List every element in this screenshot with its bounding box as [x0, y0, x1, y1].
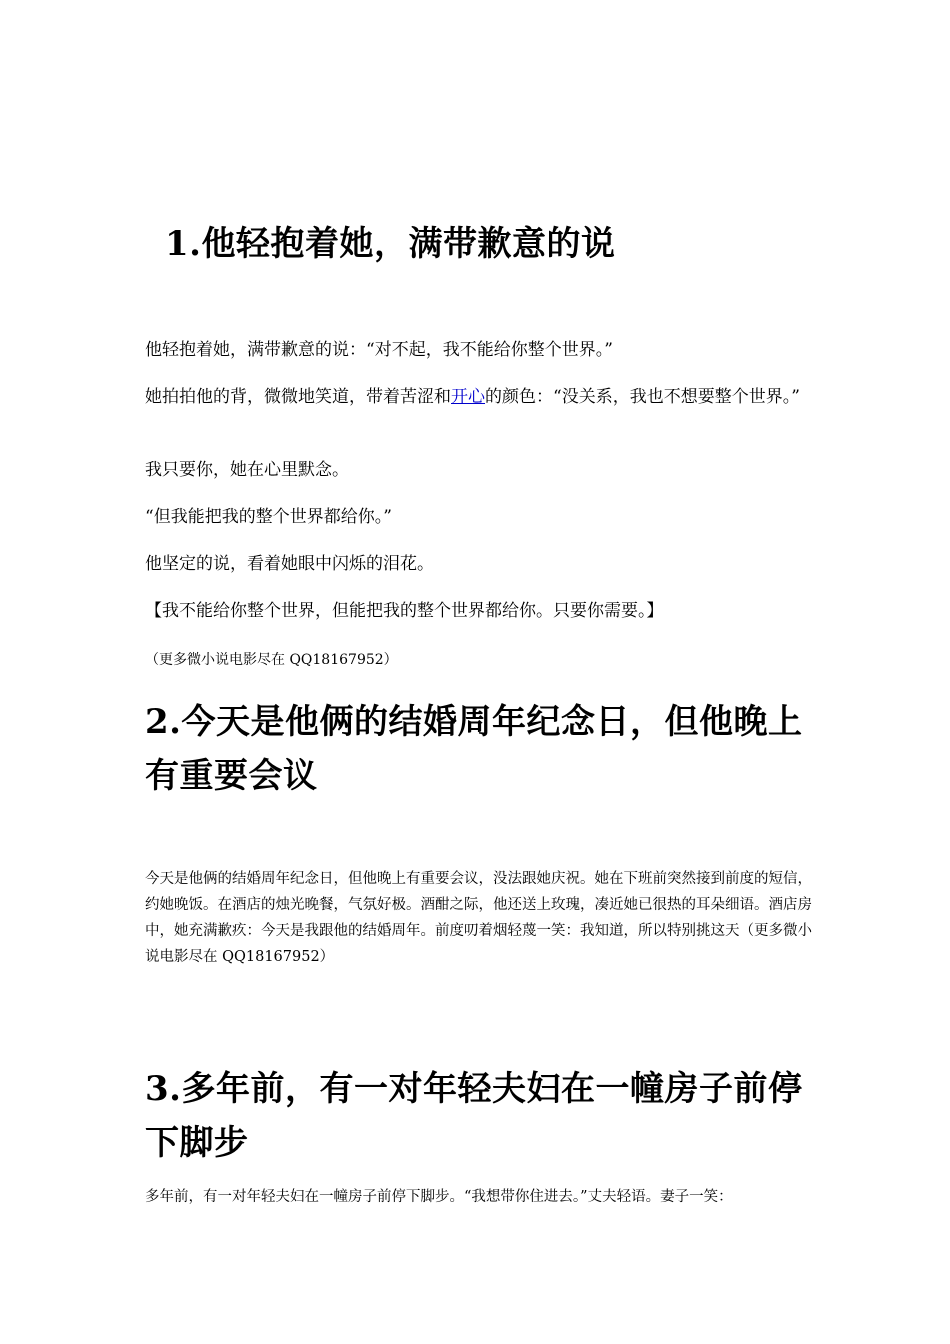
section-2-title: 2.今天是他俩的结婚周年纪念日，但他晚上有重要会议 — [145, 702, 803, 796]
section-1-paragraph-2 — [145, 385, 813, 410]
section-3-title: 3.多年前，有一对年轻夫妇在一幢房子前停下脚步 — [145, 1069, 803, 1163]
section-3-body: 多年前，有一对年轻夫妇在一幢房子前停下脚步。“我想带你住进去。”丈夫轻语。妻子一笑： — [145, 1189, 733, 1205]
section-1-paragraph-3: 我只要你，她在心里默念。 — [145, 460, 349, 480]
section-1-paragraph-4: “但我能把我的整个世界都给你。” — [145, 507, 392, 527]
section-1-note: （更多微小说电影尽在 QQ18167952） — [145, 652, 398, 668]
section-2-body: 今天是他俩的结婚周年纪念日，但他晚上有重要会议，没法跟她庆祝。她在下班前突然接到前度的短信，约她晚饭。在酒店的烛光晚餐，气氛好极。酒酣之际，他还送上玫瑰，凑近她已很热的耳朵细语。酒店房中，她充满歉疚：今天是我跟他的结婚周年。前度叨着烟轻蔑一笑：我知道，所以特别挑这天（更多微小说电影尽在 QQ18167952） — [145, 871, 812, 965]
section-1-paragraph-1: 他轻抱着她，满带歉意的说：“对不起，我不能给你整个世界。” — [145, 340, 613, 360]
section-1-paragraph-2-text-a: 她拍拍他的背，微微地笑道，带着苦涩和 — [145, 387, 451, 407]
section-1-paragraph-5: 他坚定的说，看着她眼中闪烁的泪花。 — [145, 554, 434, 574]
section-1-paragraph-6: 【我不能给你整个世界，但能把我的整个世界都给你。只要你需要。】 — [145, 601, 664, 621]
happy-link[interactable]: 开心 — [451, 387, 485, 407]
section-1-title: 1.他轻抱着她，满带歉意的说 — [165, 224, 616, 264]
section-1-paragraph-2-text-b: 的颜色：“没关系，我也不想要整个世界。” — [485, 387, 800, 407]
